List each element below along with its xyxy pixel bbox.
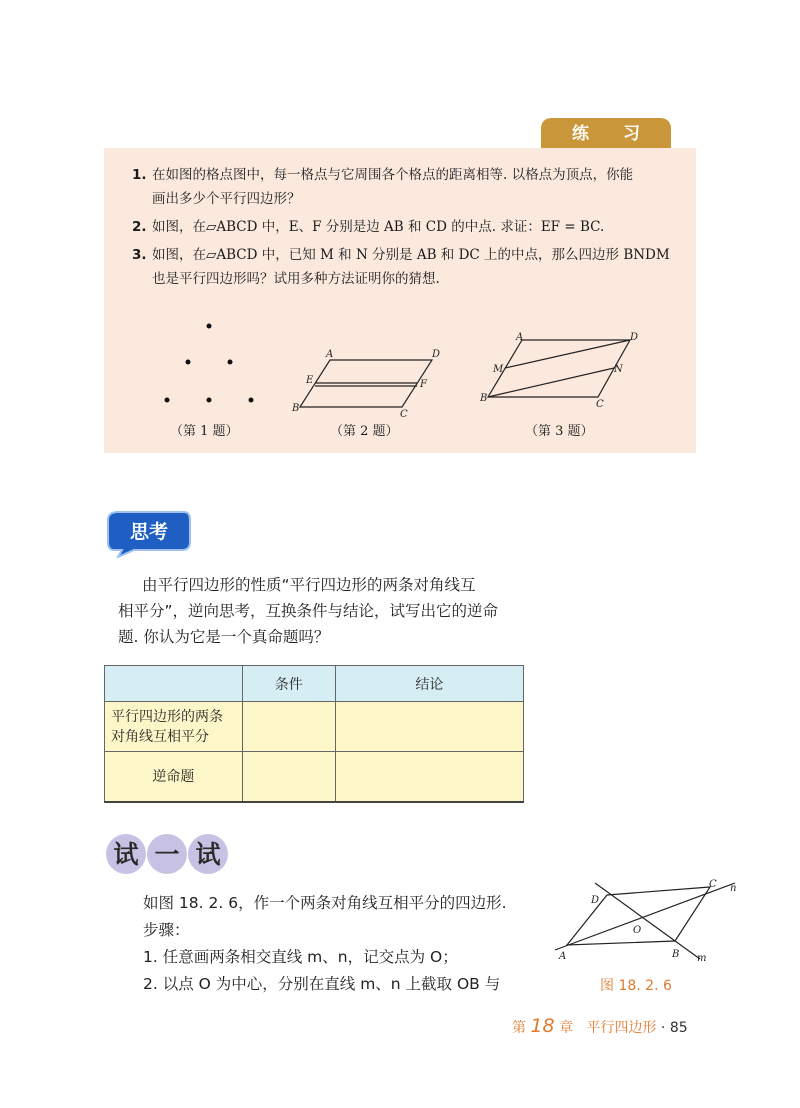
caption-problem-1: （第 1 题） [170,424,239,439]
label-b: B [672,949,680,960]
table-header-row [105,666,524,702]
label-b: B [480,393,488,404]
label-n: n [730,883,737,894]
problem-text: 画出多少个平行四边形？ [152,191,301,207]
figure-caption: 图 18. 2. 6 [600,978,672,994]
label-m: M [493,364,504,375]
think-paragraph [118,572,528,650]
label-a: A [326,349,334,360]
problem-text: 如图，在▱ABCD 中，E、F 分别是边 AB 和 CD 的中点. 求证：EF = BC. [152,219,605,235]
label-c: C [596,399,604,410]
caption-problem-3: （第 3 题） [525,424,594,439]
label-b: B [292,403,300,414]
caption-problem-2: （第 2 题） [330,424,399,439]
label-d: D [591,895,600,906]
table-row-label: 逆命题 [105,752,243,802]
problem-3 [132,243,692,291]
problem-1 [132,163,692,211]
label-a: A [516,332,524,343]
label-c: C [400,409,408,420]
table-cell-conclusion [335,752,523,802]
problem-text: 在如图的格点图中，每一格点与它周围各个格点的距离相等. 以格点为顶点，你能 [152,167,634,183]
table-header-cell: 条件 [242,666,335,702]
table-row-label-line: 对角线互相平分 [111,728,209,745]
try-badge [104,830,230,878]
table-row-label-line: 平行四边形的两条 [111,708,223,725]
table-cell-conclusion [335,702,523,752]
page-footer [512,1015,688,1037]
table-row-label [105,702,243,752]
label-f: F [420,379,427,390]
think-line: 题. 你认为它是一个真命题吗？ [118,628,330,646]
problem-number: 1. [132,167,147,183]
table-header-cell [105,666,243,702]
try-badge-char: 一 [154,840,180,869]
lattice-point [186,360,191,365]
label-c: C [709,879,717,890]
problem-text: 也是平行四边形吗？试用多种方法证明你的猜想. [152,271,440,287]
figure-3-parallelogram [480,330,650,410]
table-header-cell: 结论 [335,666,523,702]
think-badge [104,508,192,558]
try-line: 如图 18. 2. 6，作一个两条对角线互相平分的四边形. [143,894,507,912]
chapter-number: 18 [530,1015,555,1037]
table-cell-condition [242,752,335,802]
figure-1-lattice [150,315,280,415]
label-d: D [630,332,639,343]
lattice-point [207,324,212,329]
figure-18-2-6 [545,875,745,965]
try-paragraph [143,890,543,998]
think-line: 相平分”，逆向思考，互换条件与结论，试写出它的逆命 [118,602,499,620]
label-m: m [697,953,707,964]
practice-tab: 练 习 [541,118,671,150]
try-line: 1. 任意画两条相交直线 m、n，记交点为 O； [143,948,458,966]
label-e: E [306,375,314,386]
think-line: 由平行四边形的性质“平行四边形的两条对角线互 [142,576,476,594]
label-a: A [559,951,567,962]
chapter-title: 平行四边形 [586,1020,657,1036]
lattice-point [165,398,170,403]
chapter-suffix: 章 [559,1020,574,1036]
problem-2 [132,215,692,239]
problem-number: 3. [132,247,147,263]
problem-text: 如图，在▱ABCD 中，已知 M 和 N 分别是 AB 和 DC 上的中点，那么四边形 BNDM [152,247,670,263]
footer-dot: · [660,1020,666,1036]
label-o: O [633,925,642,936]
chapter-prefix: 第 [512,1020,526,1036]
converse-table [104,665,524,803]
try-badge-char: 试 [195,840,221,869]
lattice-point [207,398,212,403]
label-d: D [432,349,441,360]
lattice-point [228,360,233,365]
problem-number: 2. [132,219,147,235]
lattice-point [249,398,254,403]
think-badge-label: 思考 [129,521,169,543]
try-line: 2. 以点 O 为中心，分别在直线 m、n 上截取 OB 与 [143,975,501,993]
label-n: N [614,364,623,375]
table-row [105,752,524,802]
table-cell-condition [242,702,335,752]
try-line: 步骤： [143,921,190,939]
try-badge-char: 试 [113,840,139,869]
page-number: 85 [669,1020,688,1036]
table-row [105,702,524,752]
figure-2-parallelogram [290,345,450,420]
